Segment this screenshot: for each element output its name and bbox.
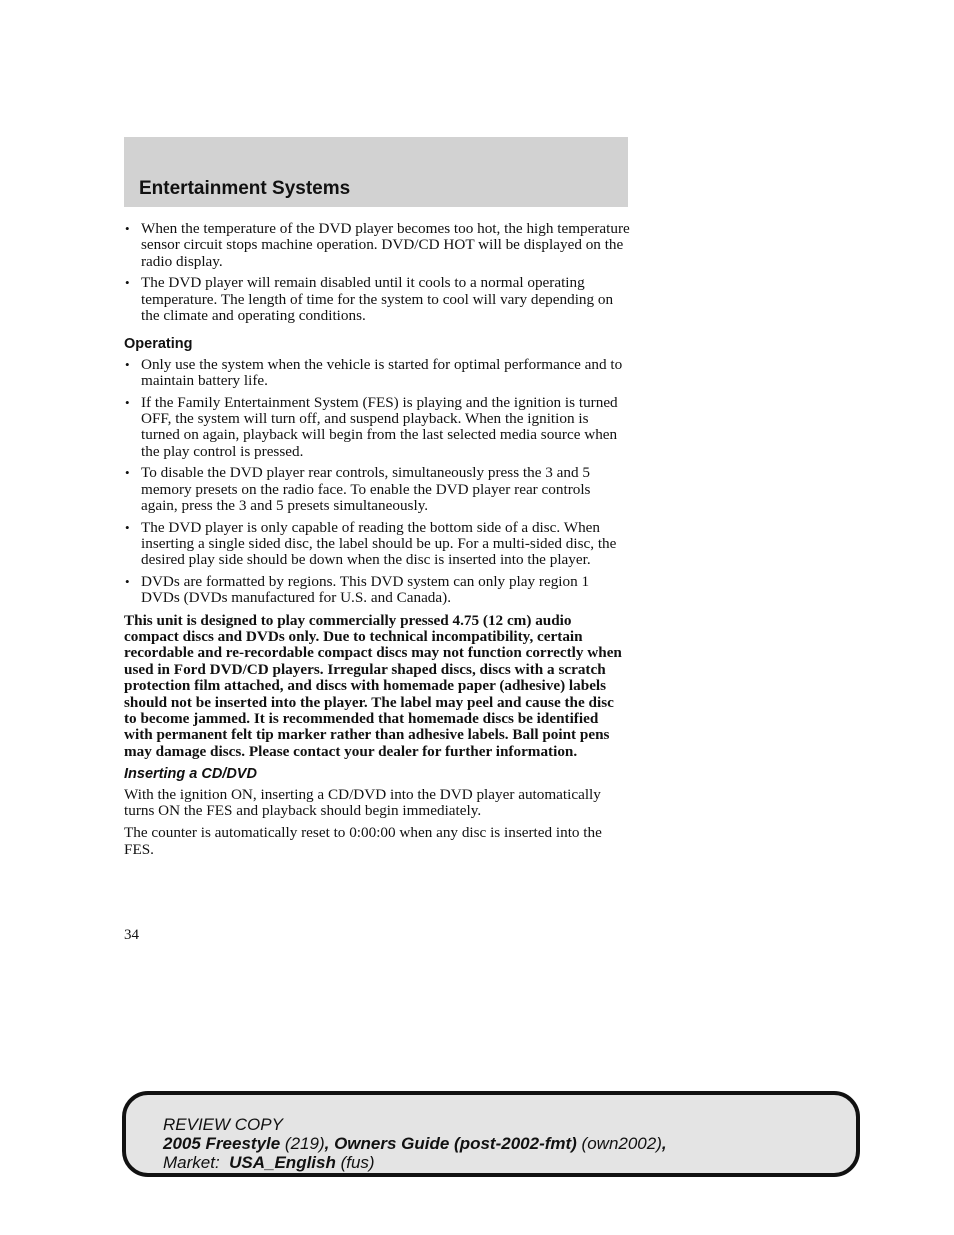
list-item: • If the Family Entertainment System (FES) is playing and the ignition is turned OFF, the system will turn off, and suspend playback. When the ignition is turned on again, playback will begin from the last selected media source when the play control is pressed. (125, 393, 618, 460)
review-copy-market-line: Market: USA_English (fus) (163, 1153, 375, 1172)
intro-bullet-list (124, 221, 630, 324)
list-item: • When the temperature of the DVD player becomes too hot, the high temperature sensor circuit stops machine operation. DVD/CD HOT will be displayed on the radio display. (125, 220, 630, 270)
list-item: • The DVD player will remain disabled until it cools to a normal operating temperature. The length of time for the system to cool will vary depending on the climate and operating conditions. (125, 274, 614, 325)
list-item: • To disable the DVD player rear controls, simultaneously press the 3 and 5 memory presets on the radio face. To enable the DVD player rear controls again, press the 3 and 5 presets simultaneously. (125, 464, 591, 515)
bullet-icon: • (125, 573, 130, 589)
review-copy-label: REVIEW COPY (163, 1115, 283, 1134)
inserting-heading: Inserting a CD/DVD (124, 766, 257, 783)
inserting-paragraph: With the ignition ON, inserting a CD/DVD into the DVD player automatically turns ON the FES and playback should begin immediately. (124, 785, 601, 819)
operating-bullet-list (124, 357, 630, 607)
list-item: • The DVD player is only capable of reading the bottom side of a disc. When inserting a single sided disc, the label should be up. For a multi-sided disc, the desired play side should be down when the disc is inserted into the player. (125, 518, 617, 569)
counter-paragraph: The counter is automatically reset to 0:00:00 when any disc is inserted into the FES. (124, 824, 602, 858)
page-content (124, 221, 630, 864)
list-item: • DVDs are formatted by regions. This DVD system can only play region 1 DVDs (DVDs manufactured for U.S. and Canada). (125, 572, 590, 607)
disc-warning-paragraph: This unit is designed to play commercially pressed 4.75 (12 cm) audio compact discs and DVDs only. Due to technical incompatibility, certain recordable and re-recordable compact discs may not function correctly when used in Ford DVD/CD players. Irregular shaped discs, discs with a scratch protection film attached, and discs with homemade paper (adhesive) labels should not be inserted into the player. The label may peel and cause the disc to become jammed. It is recommended that homemade discs be identified with permanent felt tip marker rather than adhesive labels. Ball point pens may damage discs. Please contact your dealer for further information. (124, 611, 622, 760)
list-item: • Only use the system when the vehicle is started for optimal performance and to maintain battery life. (125, 355, 623, 390)
review-copy-box (122, 1091, 860, 1177)
review-copy-doc-line: 2005 Freestyle (219), Owners Guide (post-2002-fmt) (own2002), (163, 1134, 667, 1153)
bullet-icon: • (125, 394, 130, 410)
page-number: 34 (124, 927, 139, 943)
bullet-icon: • (125, 275, 130, 291)
bullet-icon: • (125, 221, 130, 236)
bullet-icon: • (125, 519, 130, 535)
bullet-icon: • (125, 465, 130, 481)
bullet-icon: • (125, 356, 130, 372)
section-title: Entertainment Systems (139, 178, 351, 199)
section-header-band (124, 137, 628, 207)
operating-heading: Operating (124, 336, 193, 353)
review-copy-text (163, 1115, 667, 1172)
